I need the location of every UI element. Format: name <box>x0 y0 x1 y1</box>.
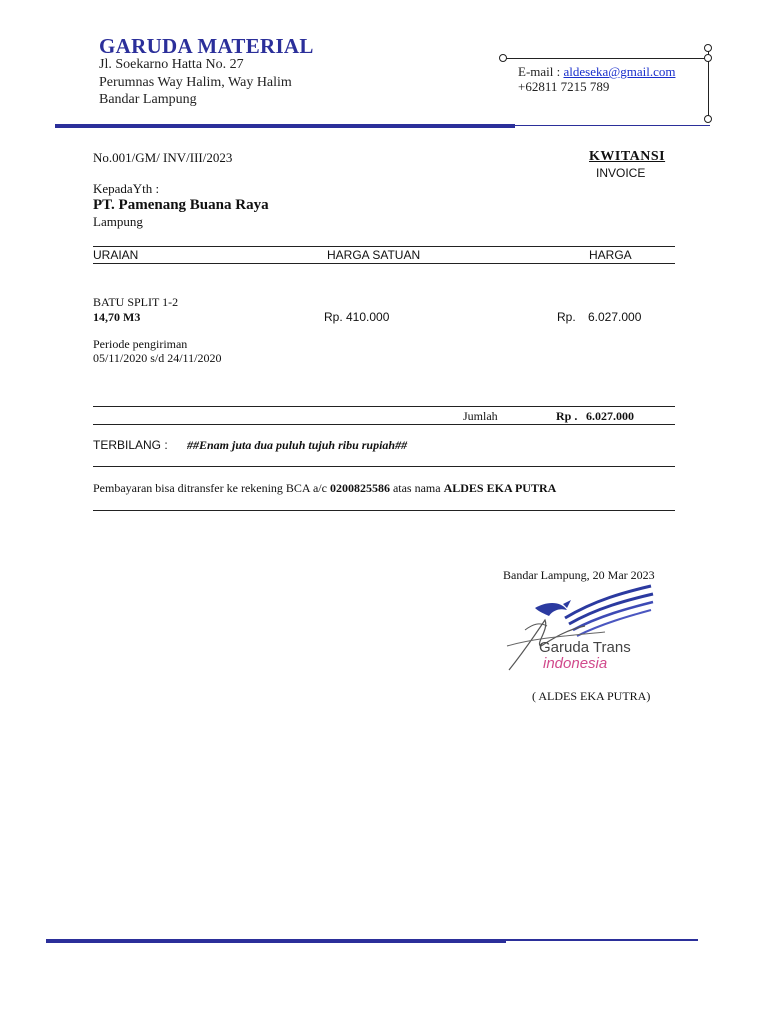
recipient-label: KepadaYth : <box>93 181 160 196</box>
company-name: GARUDA MATERIAL <box>99 34 314 58</box>
terbilang-label: TERBILANG : <box>93 438 168 452</box>
corner-dot <box>704 54 712 62</box>
signature-scribble-icon <box>525 624 547 630</box>
phone: +62811 7215 789 <box>518 79 610 94</box>
payment-instruction <box>93 481 556 496</box>
item-name: BATU SPLIT 1-2 <box>93 295 179 309</box>
logo-text-2: indonesia <box>543 655 608 672</box>
column-header-uraian: URAIAN <box>93 248 139 262</box>
recipient-name: PT. Pamenang Buana Raya <box>93 197 269 213</box>
header-rule-thin <box>515 125 710 126</box>
terbilang-rule <box>93 466 675 467</box>
footer-rule <box>46 939 506 943</box>
corner-dot <box>704 44 712 52</box>
item-amount: 6.027.000 <box>588 310 642 324</box>
table-header-rule <box>93 263 675 264</box>
garuda-logo-signature <box>505 580 665 675</box>
item-unit-price: Rp. 410.000 <box>324 310 390 324</box>
bird-head-icon <box>535 603 567 616</box>
header-rule <box>55 124 515 128</box>
table-top-rule <box>93 246 675 247</box>
total-amount: 6.027.000 <box>586 409 634 423</box>
period-dates: 05/11/2020 s/d 24/11/2020 <box>93 351 222 365</box>
invoice-number: No.001/GM/ INV/III/2023 <box>93 150 233 165</box>
total-bottom-rule <box>93 424 675 425</box>
payment-text-before: Pembayaran bisa ditransfer ke rekening BCA a/c <box>93 481 330 495</box>
place-date: Bandar Lampung, 20 Mar 2023 <box>503 568 655 582</box>
total-currency: Rp . <box>556 409 578 423</box>
address-line-1: Jl. Soekarno Hatta No. 27 <box>99 57 244 72</box>
item-qty: 14,70 M3 <box>93 310 141 324</box>
bird-beak-icon <box>563 600 571 608</box>
address-line-3: Bandar Lampung <box>99 92 197 107</box>
total-label: Jumlah <box>463 409 498 423</box>
terbilang-value: ##Enam juta dua puluh tujuh ribu rupiah## <box>187 438 408 452</box>
corner-dot <box>499 54 507 62</box>
payment-account: 0200825586 <box>329 481 390 495</box>
total-top-rule <box>93 406 675 407</box>
email-link[interactable]: aldeseka@gmail.com <box>563 64 676 79</box>
address-line-2: Perumnas Way Halim, Way Halim <box>99 75 292 90</box>
column-header-harga: HARGA <box>589 248 632 262</box>
column-header-harga-satuan: HARGA SATUAN <box>327 248 421 262</box>
footer-rule-thin <box>506 939 698 941</box>
email-label: E-mail : <box>518 64 564 79</box>
contact-box-top-line <box>502 58 708 59</box>
corner-dot <box>704 115 712 123</box>
item-currency: Rp. <box>557 310 576 324</box>
email-line <box>518 64 675 80</box>
logo-text-1: Garuda Trans <box>539 639 631 656</box>
payment-rule <box>93 510 675 511</box>
payment-name: ALDES EKA PUTRA <box>443 481 557 495</box>
invoice-title: KWITANSI <box>589 149 666 164</box>
payment-text-middle: atas nama <box>389 481 444 495</box>
recipient-city: Lampung <box>93 214 143 229</box>
signer-name: ( ALDES EKA PUTRA) <box>532 689 651 703</box>
period-label: Periode pengiriman <box>93 337 188 351</box>
invoice-subtitle: INVOICE <box>596 166 646 180</box>
